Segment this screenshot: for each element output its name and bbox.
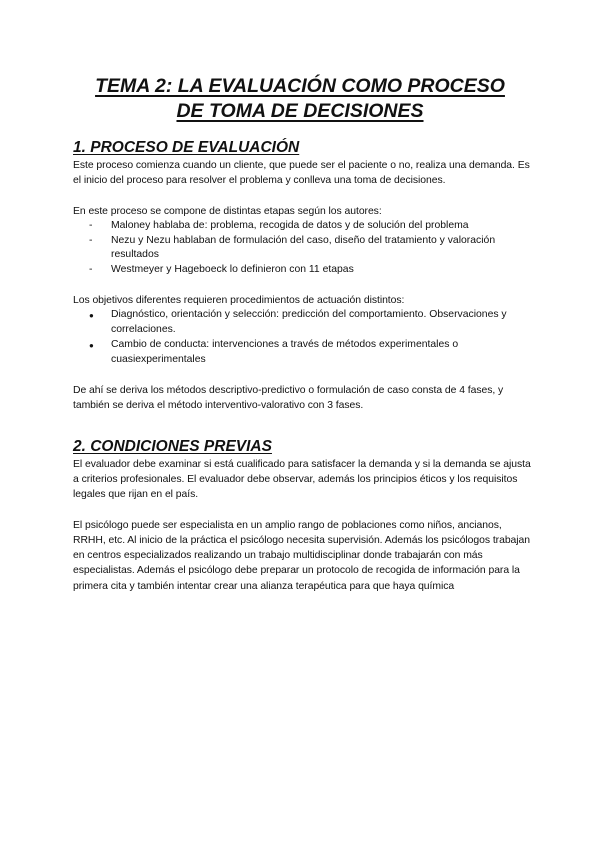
author-item-maloney: - Maloney hablaba de: problema, recogida de datos y de solución del problema (89, 219, 535, 234)
bullet-icon: ● (89, 340, 94, 350)
section-1-paragraph-2: En este proceso se compone de distintas etapas según los autores: (73, 205, 382, 217)
section-1-paragraph-3: Los objetivos diferentes requieren procedimientos de actuación distintos: (73, 295, 405, 307)
objectives-list (73, 308, 535, 367)
section-1-paragraph-1: Este proceso comienza cuando un cliente, que puede ser el paciente o no, realiza una demanda. Es el inicio del proceso para resolver el problema y conlleva una toma de decisiones. (73, 160, 530, 187)
section-2-heading: 2. CONDICIONES PREVIAS (73, 438, 272, 455)
title-line-2: DE TOMA DE DECISIONES (176, 100, 424, 122)
section-proceso-evaluacion (73, 138, 535, 413)
bullet-icon: ● (89, 311, 94, 321)
section-2-paragraph-2: El psicólogo puede ser especialista en un amplio rango de poblaciones como niños, ancianos, RRHH, etc. Al inicio de la práctica el psicólogo necesita supervisión. Además los psicólogos trabajan en centros especializados realizando un trabajo multidisciplinar donde trabajarán con más especialistas. Además el psicólogo debe preparar un protocolo de recogida de información para la primera cita y también intentar crear una alianza terapéutica para que haya química (73, 519, 530, 592)
section-1-heading: 1. PROCESO DE EVALUACIÓN (73, 139, 300, 156)
author-item-westmeyer: - Westmeyer y Hageboeck lo definieron con 11 etapas (89, 263, 535, 278)
dash-mark: - (89, 264, 93, 276)
section-condiciones-previas (73, 437, 535, 594)
section-2-paragraph-1: El evaluador debe examinar si está cualificado para satisfacer la demanda y si la demanda se ajusta a criterios profesionales. El evaluador debe observar, además los principios éticos y los requisitos legales que rijan en el país. (73, 459, 531, 501)
authors-list (73, 219, 535, 278)
dash-mark: - (89, 234, 93, 246)
section-1-paragraph-4: De ahí se deriva los métodos descriptivo-predictivo o formulación de caso consta de 4 fases, y también se deriva el método interventivo-valorativo con 3 fases. (73, 384, 504, 411)
objective-item-diagnostico: ● Diagnóstico, orientación y selección: predicción del comportamiento. Observaciones y correlaciones. (89, 309, 507, 336)
dash-mark: - (89, 219, 93, 231)
author-item-nezu: - Nezu y Nezu hablaban de formulación del caso, diseño del tratamiento y valoración resultados (89, 234, 496, 261)
objective-item-cambio: ● Cambio de conducta: intervenciones a través de métodos experimentales o cuasiexperimentales (89, 338, 459, 365)
title-line-1: TEMA 2: LA EVALUACIÓN COMO PROCESO (95, 75, 505, 97)
document-title (60, 74, 540, 124)
